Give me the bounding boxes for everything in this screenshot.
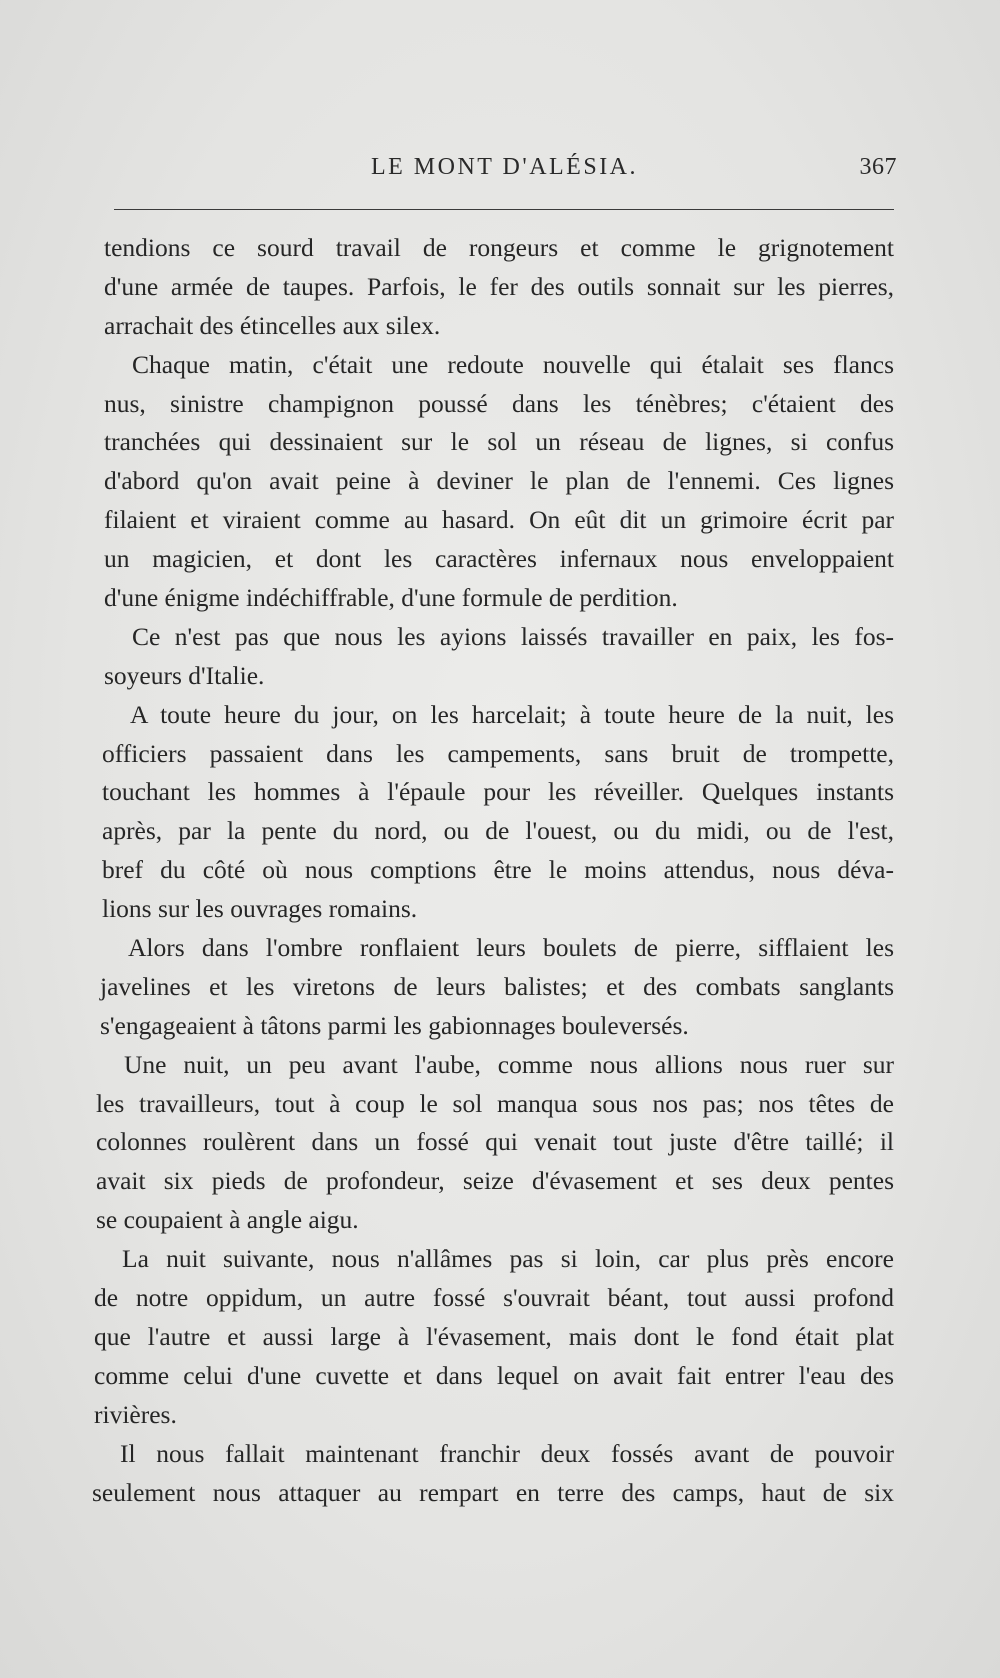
text-line: officiers passaient dans les campements, sans bruit de trompette, <box>102 738 894 768</box>
text-line: les travailleurs, tout à coup le sol manqua sous nos pas; nos têtes de <box>96 1088 894 1118</box>
text-line: touchant les hommes à l'épaule pour les réveiller. Quelques instants <box>102 777 894 807</box>
text-line: La nuit suivante, nous n'allâmes pas si loin, car plus près encore <box>122 1244 894 1274</box>
text-line: d'abord qu'on avait peine à deviner le plan de l'ennemi. Ces lignes <box>104 466 894 496</box>
paragraph <box>104 229 894 346</box>
paragraph <box>104 618 894 696</box>
text-line: lions sur les ouvrages romains. <box>102 894 418 924</box>
paragraph <box>96 1046 894 1240</box>
text-line: s'engageaient à tâtons parmi les gabionnages bouleversés. <box>100 1010 689 1040</box>
text-line: soyeurs d'Italie. <box>104 660 265 690</box>
text-line: un magicien, et dont les caractères infernaux nous enveloppaient <box>104 544 894 574</box>
text-line: Chaque matin, c'était une redoute nouvelle qui étalait ses flancs <box>132 349 894 379</box>
text-line: après, par la pente du nord, ou de l'ouest, ou du midi, ou de l'est, <box>102 816 894 846</box>
text-line: colonnes roulèrent dans un fossé qui venait tout juste d'être taillé; il <box>96 1127 894 1157</box>
text-line: rivières. <box>94 1399 177 1429</box>
text-line: bref du côté où nous comptions être le moins attendus, nous déva- <box>102 855 894 885</box>
paragraph <box>92 1435 894 1513</box>
text-line: Ce n'est pas que nous les ayions laissés travailler en paix, les fos- <box>132 621 894 651</box>
text-line: d'une armée de taupes. Parfois, le fer des outils sonnait sur les pierres, <box>104 271 894 301</box>
header-rule <box>114 209 894 210</box>
text-line: Une nuit, un peu avant l'aube, comme nous allions nous ruer sur <box>124 1049 894 1079</box>
paragraph <box>94 1240 894 1434</box>
running-header <box>112 152 897 192</box>
text-line: Alors dans l'ombre ronflaient leurs boulets de pierre, sifflaient les <box>128 933 894 963</box>
text-line: tendions ce sourd travail de rongeurs et comme le grignotement <box>104 233 894 262</box>
page-number: 367 <box>859 154 897 180</box>
text-line: avait six pieds de profondeur, seize d'évasement et ses deux pentes <box>96 1166 894 1196</box>
running-title: LE MONT D'ALÉSIA. <box>370 154 639 180</box>
text-line: seulement nous attaquer au rempart en terre des camps, haut de six <box>92 1477 894 1507</box>
text-line: d'une énigme indéchiffrable, d'une formule de perdition. <box>104 583 678 613</box>
text-line: A toute heure du jour, on les harcelait; à toute heure de la nuit, les <box>130 699 894 729</box>
text-line: arrachait des étincelles aux silex. <box>104 310 441 340</box>
text-line: Il nous fallait maintenant franchir deux fossés avant de pouvoir <box>120 1438 894 1468</box>
text-line: que l'autre et aussi large à l'évasement, mais dont le fond était plat <box>94 1321 894 1351</box>
text-line: tranchées qui dessinaient sur le sol un réseau de lignes, si confus <box>104 427 894 457</box>
body-text <box>92 229 894 1512</box>
paragraph <box>104 346 894 618</box>
paragraph <box>100 929 894 1046</box>
text-line: nus, sinistre champignon poussé dans les ténèbres; c'étaient des <box>104 388 894 418</box>
paragraph <box>102 696 894 929</box>
text-line: de notre oppidum, un autre fossé s'ouvrait béant, tout aussi profond <box>94 1283 894 1313</box>
text-line: javelines et les viretons de leurs balistes; et des combats sanglants <box>100 971 894 1001</box>
text-line: se coupaient à angle aigu. <box>96 1205 359 1235</box>
text-line: comme celui d'une cuvette et dans lequel on avait fait entrer l'eau des <box>94 1360 894 1390</box>
text-line: filaient et viraient comme au hasard. On eût dit un grimoire écrit par <box>104 505 894 535</box>
